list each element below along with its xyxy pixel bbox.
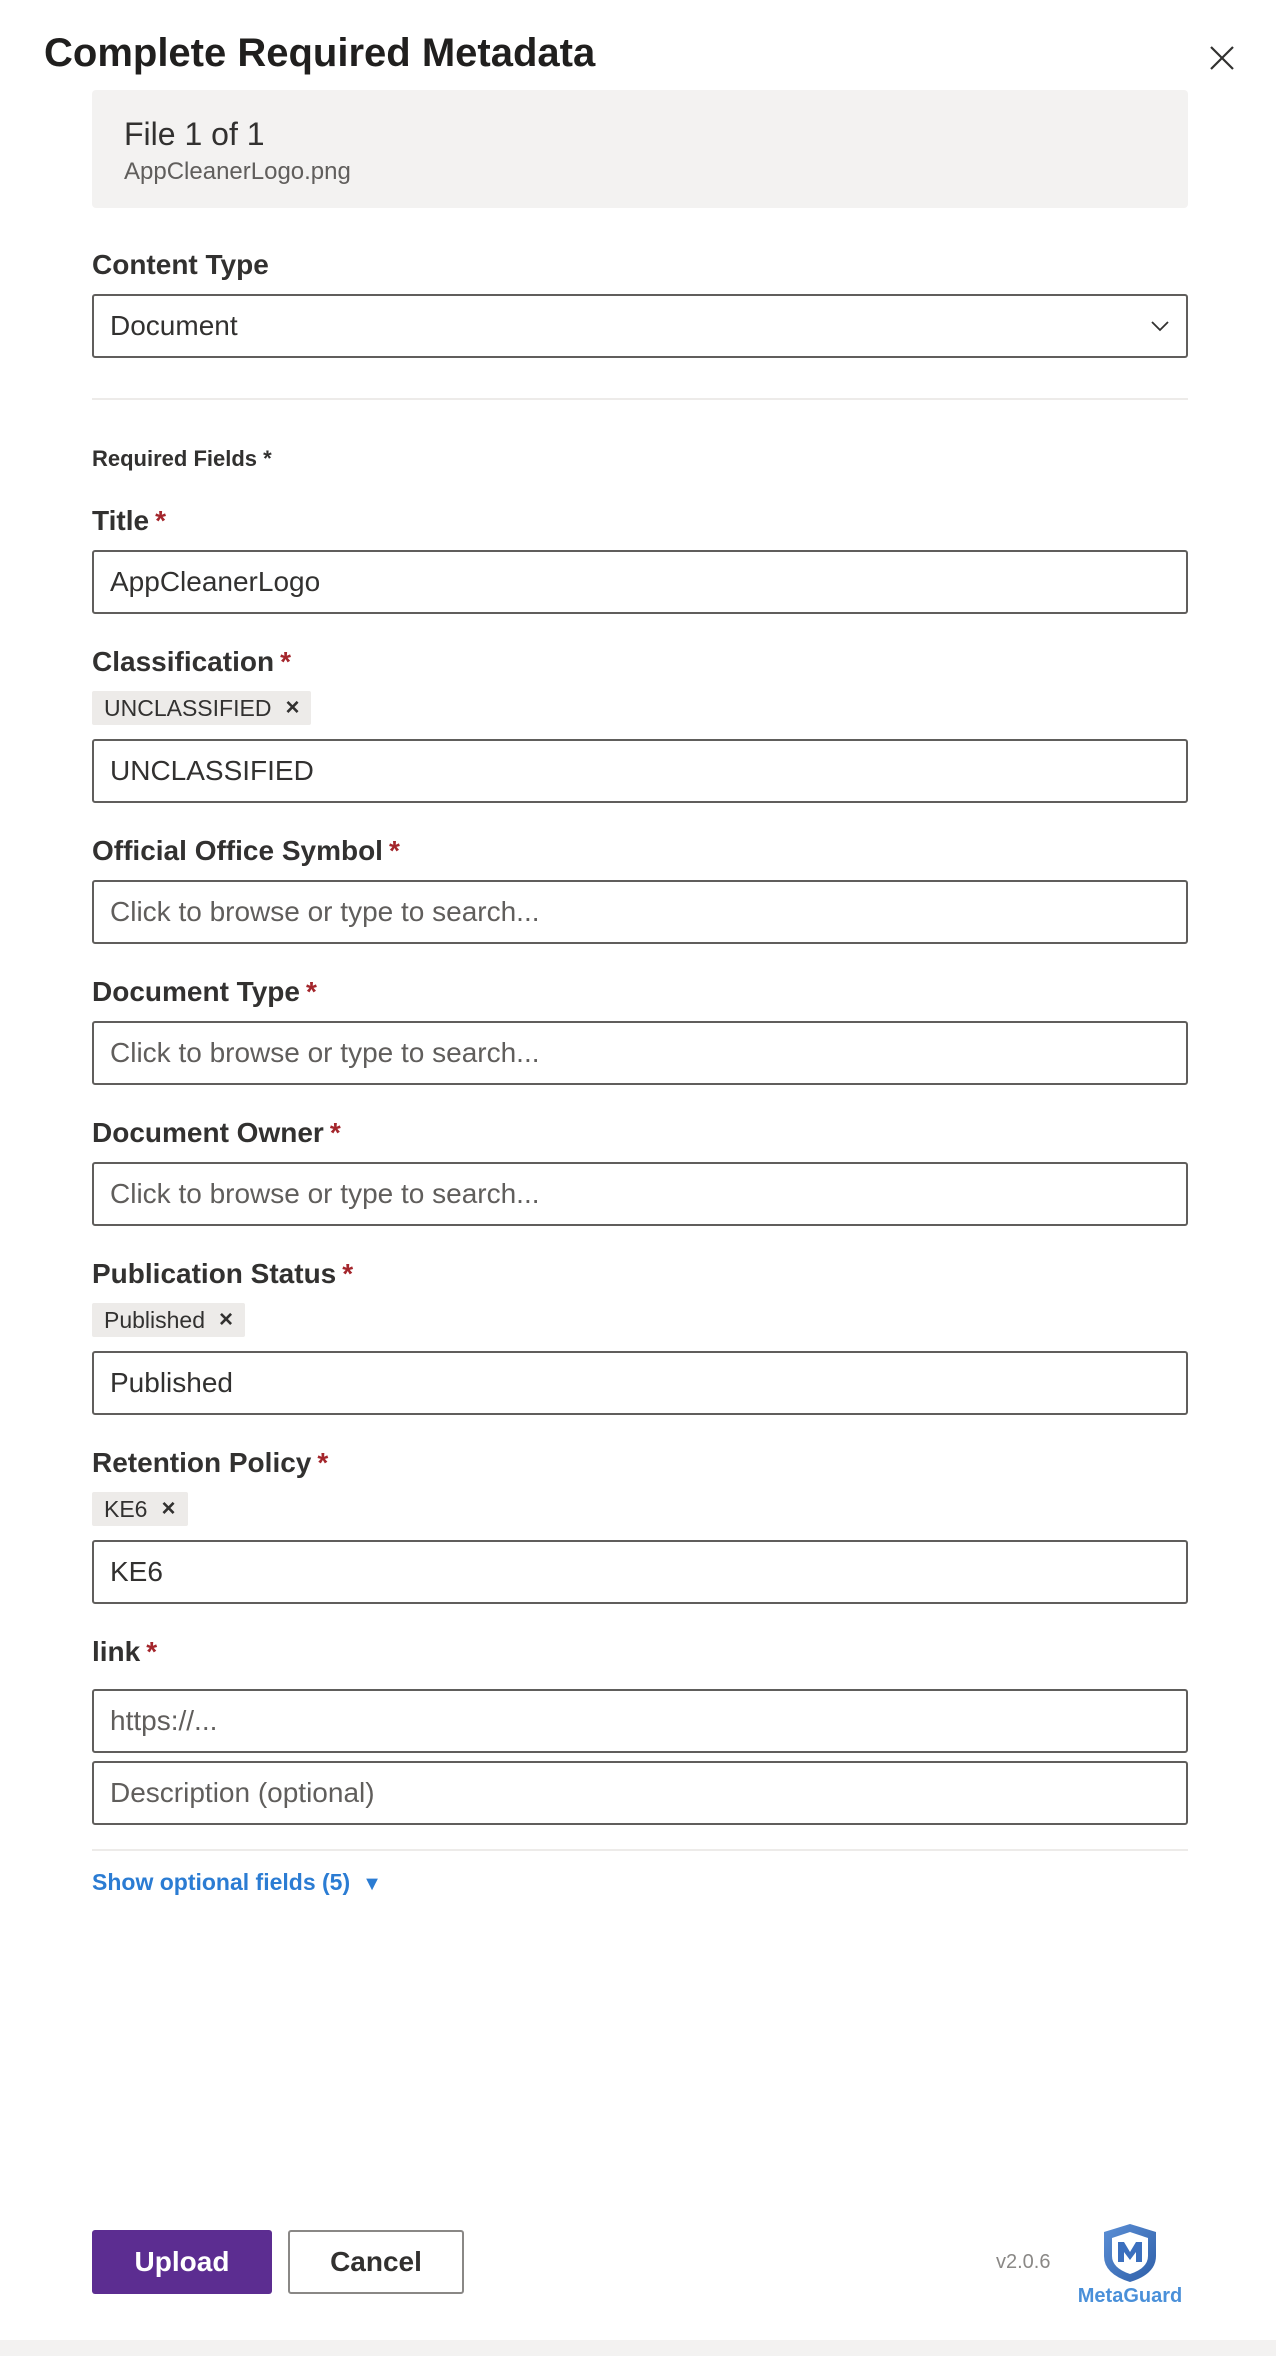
content-type-select[interactable]: [92, 294, 1188, 358]
required-marker: *: [155, 505, 166, 536]
link-label-text: link: [92, 1636, 141, 1667]
office-symbol-input[interactable]: [92, 880, 1188, 944]
section-divider: [92, 398, 1188, 400]
dialog-title: Complete Required Metadata: [44, 31, 596, 75]
required-marker: *: [329, 1117, 341, 1148]
required-marker: *: [388, 835, 400, 866]
required-marker: *: [317, 1447, 329, 1478]
brand-name: MetaGuard: [1077, 2285, 1183, 2307]
required-marker: *: [280, 646, 291, 677]
show-optional-fields-toggle[interactable]: [92, 1867, 382, 1899]
close-icon: [1200, 36, 1244, 80]
remove-tag-icon[interactable]: ×: [219, 1306, 234, 1333]
optional-divider: [92, 1849, 1188, 1851]
classification-tag-text: UNCLASSIFIED: [104, 694, 272, 721]
office-symbol-label: [92, 833, 400, 869]
classification-tag: [92, 691, 311, 725]
document-owner-label-text: Document Owner: [92, 1117, 324, 1148]
title-label: [92, 503, 166, 539]
document-owner-input[interactable]: [92, 1162, 1188, 1226]
triangle-down-icon: ▼: [362, 1873, 382, 1895]
document-type-label-text: Document Type: [92, 976, 300, 1007]
cancel-button[interactable]: Cancel: [288, 2230, 464, 2294]
chevron-down-icon: [1148, 314, 1172, 338]
document-type-input[interactable]: [92, 1021, 1188, 1085]
classification-label: [92, 644, 291, 680]
link-label: [92, 1634, 157, 1670]
document-type-label: [92, 974, 317, 1010]
retention-policy-label-text: Retention Policy: [92, 1447, 312, 1478]
version-label: v2.0.6: [996, 2251, 1051, 2273]
required-marker: *: [146, 1636, 158, 1667]
upload-button[interactable]: Upload: [92, 2230, 272, 2294]
link-description-input[interactable]: [92, 1761, 1188, 1825]
file-name: AppCleanerLogo.png: [124, 158, 351, 185]
retention-policy-label: [92, 1445, 328, 1481]
bottom-strip: [0, 2340, 1276, 2356]
title-input[interactable]: [92, 550, 1188, 614]
dialog-footer: [92, 2230, 1192, 2307]
retention-policy-tag-text: KE6: [104, 1495, 148, 1522]
publication-status-input[interactable]: [92, 1351, 1188, 1415]
publication-status-label-text: Publication Status: [92, 1258, 337, 1289]
classification-input[interactable]: [92, 739, 1188, 803]
required-marker: *: [305, 976, 317, 1007]
remove-tag-icon[interactable]: ×: [161, 1495, 176, 1522]
required-marker: *: [342, 1258, 354, 1289]
document-owner-label: [92, 1115, 341, 1151]
content-type-label: Content Type: [92, 249, 269, 280]
publication-status-label: [92, 1256, 353, 1292]
classification-label-text: Classification: [92, 646, 275, 677]
publication-status-tag: [92, 1303, 245, 1337]
required-fields-heading: Required Fields *: [92, 446, 272, 471]
title-label-text: Title: [92, 505, 150, 536]
close-button[interactable]: [1200, 36, 1244, 80]
file-count: File 1 of 1: [124, 116, 265, 152]
file-info-card: [92, 90, 1188, 208]
content-type-value: Document: [110, 310, 238, 341]
retention-policy-input[interactable]: [92, 1540, 1188, 1604]
metaguard-logo: [1070, 2220, 1190, 2310]
retention-policy-tag: [92, 1492, 188, 1526]
remove-tag-icon[interactable]: ×: [285, 694, 300, 721]
office-symbol-label-text: Official Office Symbol: [92, 835, 383, 866]
optional-toggle-label: Show optional fields (5): [92, 1869, 351, 1895]
shield-logo-icon: [1070, 2220, 1190, 2286]
link-url-input[interactable]: [92, 1689, 1188, 1753]
publication-status-tag-text: Published: [104, 1306, 206, 1333]
